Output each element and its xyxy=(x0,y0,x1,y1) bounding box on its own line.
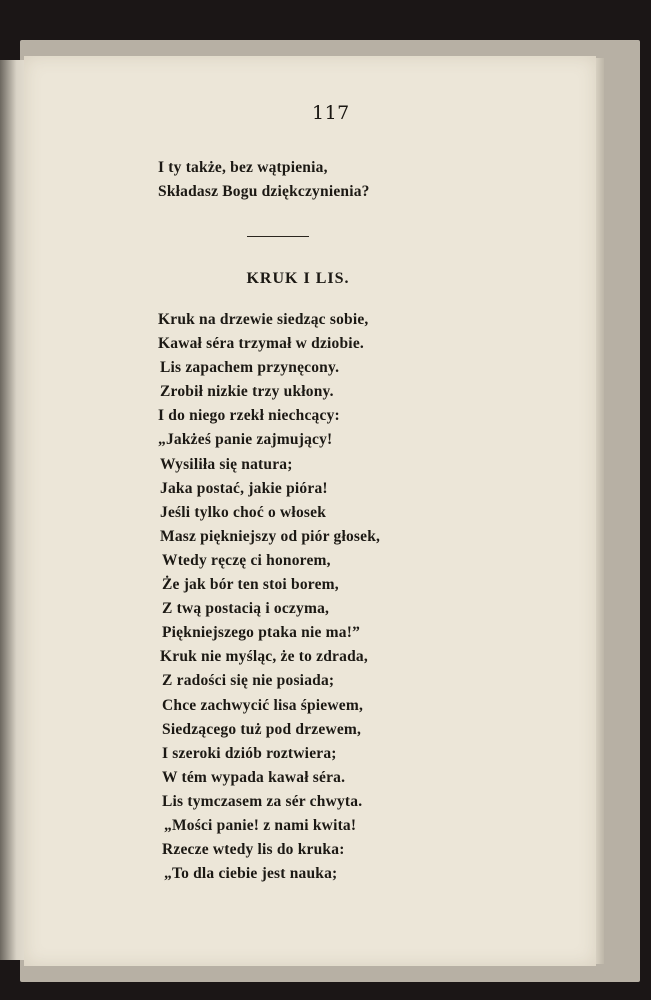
verse-line: Kawał séra trzymał w dziobie. xyxy=(158,335,364,353)
verse-line: Jaka postać, jakie pióra! xyxy=(160,479,328,497)
poem-body xyxy=(158,308,380,886)
verse-line: Lis tymczasem za sér chwyta. xyxy=(162,792,363,810)
verse-line: Wysiliła się natura; xyxy=(160,455,293,473)
verse-line: Chce zachwycić lisa śpiewem, xyxy=(162,696,364,714)
section-divider xyxy=(247,236,309,237)
verse-line: I do niego rzekł niechcący: xyxy=(158,407,340,425)
verse-line: „Mości panie! z nami kwita! xyxy=(164,816,357,834)
verse-line: Wtedy ręczę ci honorem, xyxy=(162,551,331,569)
verse-line: W tém wypada kawał séra. xyxy=(162,768,346,786)
verse-line: „To dla ciebie jest nauka; xyxy=(164,865,338,883)
verse-line: Składasz Bogu dziękczynienia? xyxy=(158,183,370,201)
verse-line: I ty także, bez wątpienia, xyxy=(158,159,328,176)
verse-line: Z twą postacią i oczyma, xyxy=(162,600,330,618)
verse-line: „Jakżeś panie zajmujący! xyxy=(158,431,333,449)
verse-line: Kruk nie myśląc, że to zdrada, xyxy=(160,648,368,666)
verse-line: Kruk na drzewie siedząc sobie, xyxy=(158,311,369,328)
closing-stanza-of-previous-poem xyxy=(158,156,370,204)
verse-line: Rzecze wtedy lis do kruka: xyxy=(162,841,345,859)
verse-line: I szeroki dziób roztwiera; xyxy=(162,744,337,762)
verse-line: Siedzącego tuż pod drzewem, xyxy=(162,720,362,738)
verse-line: Piękniejszego ptaka nie ma!” xyxy=(162,624,361,642)
verse-line: Lis zapachem przynęcony. xyxy=(160,359,340,377)
verse-line: Że jak bór ten stoi borem, xyxy=(162,576,339,594)
verse-line: Jeśli tylko choć o włosek xyxy=(160,503,327,521)
verse-line: Z radości się nie posiada; xyxy=(162,672,335,690)
page-stack-edge xyxy=(596,58,604,964)
verse-line: Zrobił nizkie trzy ukłony. xyxy=(160,383,334,401)
verse-line: Masz piękniejszy od piór głosek, xyxy=(160,527,381,545)
poem-title: KRUK I LIS. xyxy=(246,270,350,287)
page-number: 117 xyxy=(312,102,350,124)
